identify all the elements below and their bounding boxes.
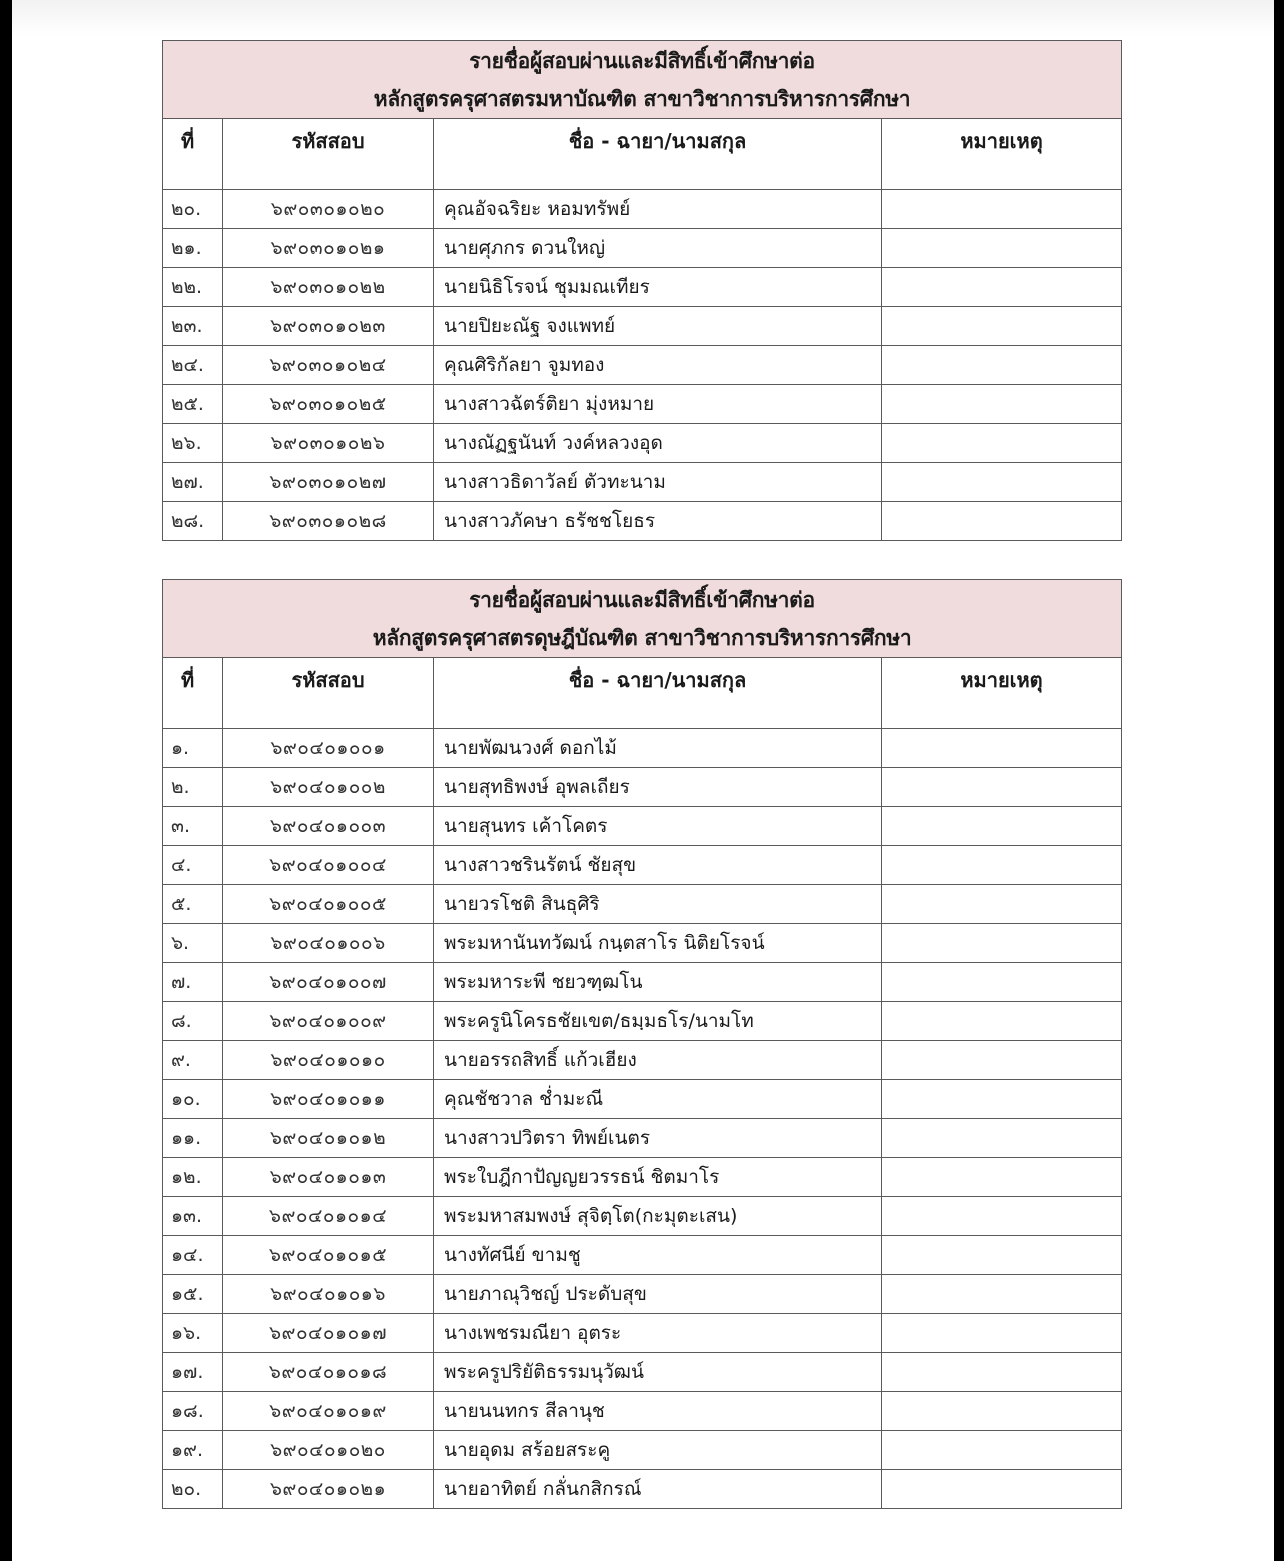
remark xyxy=(882,1080,1122,1119)
row-number: ๒๑. xyxy=(163,229,223,268)
table-row xyxy=(163,385,1122,424)
table-row xyxy=(163,1080,1122,1119)
candidate-name: นายอาทิตย์ กลั่นกสิกรณ์ xyxy=(434,1470,882,1509)
exam-code: ๖๙๐๔๐๑๐๑๙ xyxy=(223,1392,434,1431)
table-row xyxy=(163,1314,1122,1353)
table-row xyxy=(163,846,1122,885)
table-row xyxy=(163,1353,1122,1392)
table-row xyxy=(163,924,1122,963)
remark xyxy=(882,924,1122,963)
table-title xyxy=(163,580,1122,658)
row-number: ๑๙. xyxy=(163,1431,223,1470)
table-row xyxy=(163,502,1122,541)
candidate-name: นายวรโชติ สินธุศิริ xyxy=(434,885,882,924)
table-title-line1: รายชื่อผู้สอบผ่านและมีสิทธิ์เข้าศึกษาต่อ xyxy=(469,587,815,612)
remark xyxy=(882,346,1122,385)
remark xyxy=(882,1353,1122,1392)
candidate-name: นายอรรถสิทธิ์ แก้วเฮียง xyxy=(434,1041,882,1080)
candidate-name: นางสาวธิดาวัลย์ ตัวทะนาม xyxy=(434,463,882,502)
row-number: ๒๖. xyxy=(163,424,223,463)
candidate-name: นายพัฒนวงศ์ ดอกไม้ xyxy=(434,729,882,768)
remark xyxy=(882,1275,1122,1314)
row-number: ๒๒. xyxy=(163,268,223,307)
row-number: ๒๐. xyxy=(163,1470,223,1509)
exam-code: ๖๙๐๔๐๑๐๐๒ xyxy=(223,768,434,807)
exam-code: ๖๙๐๔๐๑๐๑๑ xyxy=(223,1080,434,1119)
candidate-name: พระมหานันทวัฒน์ กนฺตสาโร นิติยโรจน์ xyxy=(434,924,882,963)
column-header-exam-code: รหัสสอบ xyxy=(223,119,434,190)
row-number: ๑๘. xyxy=(163,1392,223,1431)
candidate-name: พระมหาสมพงษ์ สุจิตฺโต(กะมุตะเสน) xyxy=(434,1197,882,1236)
remark xyxy=(882,1041,1122,1080)
candidate-name: นางเพชรมณียา อุตระ xyxy=(434,1314,882,1353)
table-row xyxy=(163,1236,1122,1275)
candidate-name: นายนิธิโรจน์ ชุมมณเทียร xyxy=(434,268,882,307)
candidate-name: นายอุดม สร้อยสระคู xyxy=(434,1431,882,1470)
table-row xyxy=(163,1470,1122,1509)
remark xyxy=(882,885,1122,924)
candidate-name: นายศุภกร ดวนใหญ่ xyxy=(434,229,882,268)
candidate-name: คุณชัชวาล ช่ำมะณี xyxy=(434,1080,882,1119)
table-row xyxy=(163,807,1122,846)
exam-code: ๖๙๐๓๐๑๐๒๒ xyxy=(223,268,434,307)
table-row xyxy=(163,1197,1122,1236)
candidate-name: นายภาณุวิชญ์ ประดับสุข xyxy=(434,1275,882,1314)
exam-code: ๖๙๐๔๐๑๐๑๐ xyxy=(223,1041,434,1080)
row-number: ๙. xyxy=(163,1041,223,1080)
remark xyxy=(882,768,1122,807)
exam-code: ๖๙๐๔๐๑๐๑๔ xyxy=(223,1197,434,1236)
remark xyxy=(882,502,1122,541)
candidate-name: นายปิยะณัฐ จงแพทย์ xyxy=(434,307,882,346)
exam-code: ๖๙๐๔๐๑๐๑๗ xyxy=(223,1314,434,1353)
row-number: ๑๓. xyxy=(163,1197,223,1236)
table-row xyxy=(163,229,1122,268)
candidate-name: นายสุนทร เค้าโคตร xyxy=(434,807,882,846)
row-number: ๑๔. xyxy=(163,1236,223,1275)
candidate-name: นางสาวฉัตร์ติยา มุ่งหมาย xyxy=(434,385,882,424)
remark xyxy=(882,424,1122,463)
table-row xyxy=(163,463,1122,502)
row-number: ๑. xyxy=(163,729,223,768)
table-row xyxy=(163,1431,1122,1470)
remark xyxy=(882,385,1122,424)
table-title-line1: รายชื่อผู้สอบผ่านและมีสิทธิ์เข้าศึกษาต่อ xyxy=(469,48,815,73)
row-number: ๖. xyxy=(163,924,223,963)
column-header-no: ที่ xyxy=(163,658,223,729)
row-number: ๒๔. xyxy=(163,346,223,385)
column-header-remark: หมายเหตุ xyxy=(882,119,1122,190)
masters-admitted-table xyxy=(162,40,1122,541)
candidate-name: นางสาวภัคษา ธรัชชโยธร xyxy=(434,502,882,541)
remark xyxy=(882,729,1122,768)
table-row xyxy=(163,963,1122,1002)
row-number: ๗. xyxy=(163,963,223,1002)
candidate-name: พระใบฎีกาปัญญยวรรธน์ ชิตมาโร xyxy=(434,1158,882,1197)
remark xyxy=(882,846,1122,885)
exam-code: ๖๙๐๓๐๑๐๒๑ xyxy=(223,229,434,268)
remark xyxy=(882,268,1122,307)
row-number: ๒๕. xyxy=(163,385,223,424)
exam-code: ๖๙๐๔๐๑๐๐๕ xyxy=(223,885,434,924)
table-row xyxy=(163,1002,1122,1041)
remark xyxy=(882,1158,1122,1197)
remark xyxy=(882,963,1122,1002)
remark xyxy=(882,1431,1122,1470)
table-row xyxy=(163,307,1122,346)
table-row xyxy=(163,1392,1122,1431)
candidate-name: คุณอัจฉริยะ หอมทรัพย์ xyxy=(434,190,882,229)
table-row xyxy=(163,424,1122,463)
row-number: ๓. xyxy=(163,807,223,846)
right-screen-edge xyxy=(1274,0,1284,1561)
remark xyxy=(882,1314,1122,1353)
table-body xyxy=(163,190,1122,541)
exam-code: ๖๙๐๓๐๑๐๒๕ xyxy=(223,385,434,424)
table-title xyxy=(163,41,1122,119)
row-number: ๒๓. xyxy=(163,307,223,346)
exam-code: ๖๙๐๓๐๑๐๒๔ xyxy=(223,346,434,385)
row-number: ๑๕. xyxy=(163,1275,223,1314)
row-number: ๒๘. xyxy=(163,502,223,541)
exam-code: ๖๙๐๓๐๑๐๒๖ xyxy=(223,424,434,463)
remark xyxy=(882,1119,1122,1158)
exam-code: ๖๙๐๓๐๑๐๒๗ xyxy=(223,463,434,502)
column-header-remark: หมายเหตุ xyxy=(882,658,1122,729)
table-row xyxy=(163,1275,1122,1314)
row-number: ๑๒. xyxy=(163,1158,223,1197)
row-number: ๑๗. xyxy=(163,1353,223,1392)
doctoral-admitted-table xyxy=(162,579,1122,1509)
exam-code: ๖๙๐๔๐๑๐๐๑ xyxy=(223,729,434,768)
exam-code: ๖๙๐๔๐๑๐๐๙ xyxy=(223,1002,434,1041)
remark xyxy=(882,190,1122,229)
table-row xyxy=(163,1158,1122,1197)
remark xyxy=(882,463,1122,502)
row-number: ๒. xyxy=(163,768,223,807)
table-row xyxy=(163,1041,1122,1080)
row-number: ๒๗. xyxy=(163,463,223,502)
candidate-name: พระครูปริยัติธรรมนุวัฒน์ xyxy=(434,1353,882,1392)
column-header-name: ชื่อ - ฉายา/นามสกุล xyxy=(434,119,882,190)
row-number: ๔. xyxy=(163,846,223,885)
candidate-name: นายนนทกร สีลานุช xyxy=(434,1392,882,1431)
table-row xyxy=(163,768,1122,807)
column-header-name: ชื่อ - ฉายา/นามสกุล xyxy=(434,658,882,729)
candidate-name: พระมหาระพี ชยวฑฺฒโน xyxy=(434,963,882,1002)
remark xyxy=(882,807,1122,846)
remark xyxy=(882,1002,1122,1041)
row-number: ๑๑. xyxy=(163,1119,223,1158)
exam-code: ๖๙๐๓๐๑๐๒๘ xyxy=(223,502,434,541)
exam-code: ๖๙๐๔๐๑๐๑๕ xyxy=(223,1236,434,1275)
exam-code: ๖๙๐๔๐๑๐๑๖ xyxy=(223,1275,434,1314)
table-title-line2: หลักสูตรครุศาสตรมหาบัณฑิต สาขาวิชาการบริหารการศึกษา xyxy=(373,86,911,111)
exam-code: ๖๙๐๓๐๑๐๒๓ xyxy=(223,307,434,346)
candidate-name: คุณศิริกัลยา จูมทอง xyxy=(434,346,882,385)
exam-code: ๖๙๐๔๐๑๐๐๗ xyxy=(223,963,434,1002)
row-number: ๑๐. xyxy=(163,1080,223,1119)
exam-code: ๖๙๐๔๐๑๐๑๘ xyxy=(223,1353,434,1392)
row-number: ๘. xyxy=(163,1002,223,1041)
row-number: ๒๐. xyxy=(163,190,223,229)
remark xyxy=(882,1392,1122,1431)
remark xyxy=(882,1197,1122,1236)
table-row xyxy=(163,729,1122,768)
exam-code: ๖๙๐๔๐๑๐๒๑ xyxy=(223,1470,434,1509)
remark xyxy=(882,307,1122,346)
candidate-name: นายสุทธิพงษ์ อุพลเถียร xyxy=(434,768,882,807)
candidate-name: นางสาวปวิตรา ทิพย์เนตร xyxy=(434,1119,882,1158)
column-header-no: ที่ xyxy=(163,119,223,190)
candidate-name: พระครูนิโครธชัยเขต/ธมฺมธโร/นามโท xyxy=(434,1002,882,1041)
exam-code: ๖๙๐๔๐๑๐๐๔ xyxy=(223,846,434,885)
table-row xyxy=(163,190,1122,229)
exam-code: ๖๙๐๔๐๑๐๒๐ xyxy=(223,1431,434,1470)
exam-code: ๖๙๐๓๐๑๐๒๐ xyxy=(223,190,434,229)
exam-code: ๖๙๐๔๐๑๐๐๓ xyxy=(223,807,434,846)
row-number: ๕. xyxy=(163,885,223,924)
table-row xyxy=(163,885,1122,924)
table-row xyxy=(163,1119,1122,1158)
table-title-line2: หลักสูตรครุศาสตรดุษฎีบัณฑิต สาขาวิชาการบริหารการศึกษา xyxy=(372,625,912,650)
table-row xyxy=(163,268,1122,307)
left-screen-edge xyxy=(0,0,12,1561)
candidate-name: นางทัศนีย์ ขามชู xyxy=(434,1236,882,1275)
table-row xyxy=(163,346,1122,385)
exam-code: ๖๙๐๔๐๑๐๑๒ xyxy=(223,1119,434,1158)
table-body xyxy=(163,729,1122,1509)
exam-code: ๖๙๐๔๐๑๐๐๖ xyxy=(223,924,434,963)
column-header-exam-code: รหัสสอบ xyxy=(223,658,434,729)
candidate-name: นางสาวชรินรัตน์ ชัยสุข xyxy=(434,846,882,885)
remark xyxy=(882,229,1122,268)
row-number: ๑๖. xyxy=(163,1314,223,1353)
candidate-name: นางณัฏฐนันท์ วงค์หลวงอุด xyxy=(434,424,882,463)
top-shadow xyxy=(12,0,1274,36)
remark xyxy=(882,1470,1122,1509)
remark xyxy=(882,1236,1122,1275)
exam-code: ๖๙๐๔๐๑๐๑๓ xyxy=(223,1158,434,1197)
